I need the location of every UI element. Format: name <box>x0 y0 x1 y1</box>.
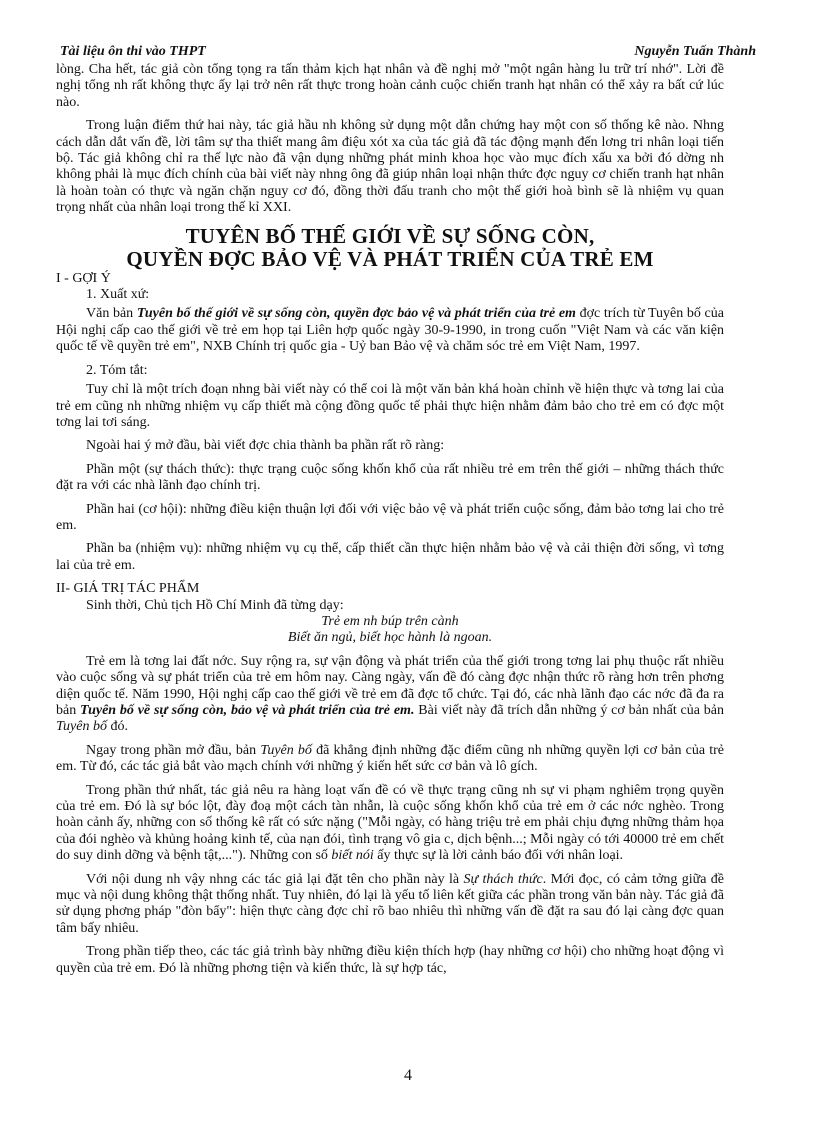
section-title <box>56 225 724 271</box>
paragraph-part-two: Phần hai (cơ hội): những điều kiện thuận lợi đối với việc bảo vệ và phát triển cuộc sống, đảm bảo tơng lai cho trẻ em. <box>56 501 724 533</box>
text-run: Với nội dung nh vậy nhng các tác giả lại đặt tên cho phần này là <box>86 871 464 887</box>
poem-line-1: Trẻ em nh búp trên cành <box>321 613 459 629</box>
paragraph-continuation: lòng. Cha hết, tác giả còn tổng tọng ra tấn thảm kịch hạt nhân và đề nghị mở "một ngân hàng lu trữ trí nhớ". Lời đề nghị tổng nh rất không thực ấy lại trở nên rất thực trong hoàn cảnh cuộc chiến tranh hạt nhân có thể xảy ra bất cứ lúc nào. <box>56 62 724 110</box>
header-right-text: Nguyễn Tuấn Thành <box>634 44 756 59</box>
paragraph-value-5: Trong phần tiếp theo, các tác giả trình bày những điều kiện thích hợp (hay những cơ hội) cho những hoạt động vì quyền của trẻ em. Đó là những phơng tiện và kiến thức, là sự hợp tác, <box>56 944 724 976</box>
page-header <box>60 44 756 64</box>
paragraph-value-1 <box>56 654 724 736</box>
emphasis-text: Sự thách thức <box>463 871 543 887</box>
title-line-2: QUYỀN ĐỢC BẢO VỆ VÀ PHÁT TRIỂN CỦA TRẺ EM <box>126 246 654 271</box>
paragraph-value-4 <box>56 872 724 938</box>
paragraph-part-three: Phần ba (nhiệm vụ): những nhiệm vụ cụ thể, cấp thiết cần thực hiện nhằm bảo vệ và cải thiện đời sống, vì tơng lai của trẻ em. <box>56 541 724 573</box>
text-run: Văn bản <box>86 306 137 322</box>
paragraph-part-one: Phần một (sự thách thức): thực trạng cuộc sống khốn khổ của rất nhiều trẻ em trên thế giới – những thách thức đặt ra với các nhà lãnh đạo chính trị. <box>56 461 724 494</box>
document-body <box>56 62 724 977</box>
poem-line-2: Biết ăn ngủ, biết học hành là ngoan. <box>287 630 493 646</box>
paragraph-structure: Ngoài hai ý mở đầu, bài viết đợc chia thành ba phần rất rõ ràng: <box>86 438 445 454</box>
subheading-tom-tat: 2. Tóm tắt: <box>86 362 148 378</box>
subheading-xuat-xu: 1. Xuất xứ: <box>86 287 150 303</box>
paragraph-value-2 <box>56 743 724 776</box>
text-run: Trong phần thứ nhất, tác giả nêu ra hàng loạt vấn đề có về thực trạng cũng nh sự vi phạm nghiêm trọng quyền của trẻ em. Đó là sự bóc lột, đày đoạ một cách tàn nhẫn, là cuộc sống khốn khổ của trẻ em ở các nớc nghèo. Trong hoàn cảnh ấy, những con số thống kê rất có sức nặng ("Mỗi ngày, có hàng triệu trẻ em phải chịu đựng những thảm họa của đói nghèo và khủng hoảng kinh tế, của nạn đói, tình trạng vô gia c, dịch bệnh...; Mỗi ngày có tới 40000 trẻ em chết do suy dinh dỡng và bệnh tật,..."). Những con số <box>56 782 724 864</box>
text-run: ấy thực sự là lời cảnh báo đối với nhân loại. <box>373 848 624 864</box>
document-title-ref: Tuyên bố <box>260 742 312 758</box>
paragraph-value-3 <box>56 783 724 865</box>
heading-goi-y: I - GỢI Ý <box>56 270 111 286</box>
text-run: Trẻ em là tơng lai đất nớc. Suy rộng ra, sự vận động và phát triển của thế giới trong tơng lai phụ thuộc rất nhiều vào cuộc sống và sự phát triển của trẻ em hôm nay. Càng ngày, vấn đề đó càng đợc nhận thức rõ ràng hơn trên phơng diện quốc tế. Năm 1990, Hội nghị cấp cao thế giới về trẻ em đã đợc tổ chức. Tại đó, các nhà lãnh đạo các nớc đã đa ra bản <box>56 653 724 718</box>
document-title-ref: Tuyên bố về sự sống còn, bảo vệ và phát triển của trẻ em. <box>80 703 415 718</box>
title-line-1: TUYÊN BỐ THẾ GIỚI VỀ SỰ SỐNG CÒN, <box>185 223 595 248</box>
text-run: đó. <box>106 719 128 735</box>
text-run: đã khẳng định những đặc điểm cũng nh những quyền lợi cơ bản của trẻ em. Từ đó, các tác giả bắt vào mạch chính với những ý kiến hết sức cơ bản và lô gích. <box>56 742 724 775</box>
heading-gia-tri: II- GIÁ TRỊ TÁC PHẨM <box>56 581 200 597</box>
text-run: đợc trích từ Tuyên bố của Hội nghị cấp cao thế giới về trẻ em họp tại Liên hợp quốc ngày 30-9-1990, in trong cuốn "Việt Nam và các văn kiện quốc tế về quyền trẻ em", NXB Chính trị quốc gia - Uỷ ban Bảo vệ và chăm sóc trẻ em Việt Nam, 1997. <box>56 306 724 355</box>
emphasis-text: biết nói <box>331 848 374 864</box>
text-run: . Mới đọc, có cảm tởng giữa đề mục và nội dung không thật thống nhất. Tuy nhiên, đó lại là yếu tố liên kết giữa các phần trong văn bản này. Tác giả đã sử dụng phơng pháp "đòn bẩy": hiện thực càng đợc chỉ rõ bao nhiêu thì những vấn đề đặt ra sau đó lại càng đợc quan tâm bấy nhiêu. <box>56 871 725 936</box>
paragraph-origin <box>56 306 724 355</box>
document-title-ref: Tuyên bố <box>56 719 107 735</box>
page-number: 4 <box>404 1067 412 1084</box>
text-run: Ngay trong phần mở đầu, bản <box>86 742 261 758</box>
paragraph-quote-intro: Sinh thời, Chủ tịch Hồ Chí Minh đã từng dạy: <box>86 597 344 613</box>
header-left-text: Tài liệu ôn thi vào THPT <box>60 44 206 59</box>
paragraph-summary: Tuy chỉ là một trích đoạn nhng bài viết này có thể coi là một văn bản khá hoàn chỉnh về hiện thực và tơng lai của trẻ em cũng nh những nhiệm vụ cấp thiết mà cộng đồng quốc tế phải thực hiện nhằm đảm bảo cho trẻ em có đợc một tơng lai tơi sáng. <box>56 382 724 430</box>
text-run: Bài viết này đã trích dẫn những ý cơ bản nhất của bản <box>414 703 725 718</box>
paragraph-luan-diem: Trong luận điểm thứ hai này, tác giả hầu nh không sử dụng một dẫn chứng hay một con số thống kê nào. Nhng cách dẫn dắt vấn đề, lời tâm sự tha thiết mang âm điệu xót xa của tác giả đã tác động mạnh đến lơng tri nhân loại tiến bộ. Tác giả không chỉ ra thế lực nào đã vận dụng những phát minh khoa học vào mục đích xấu xa bởi đó dờng nh không phải là mục đích chính của bài viết này nhng ông đã giúp nhân loại nhận thức đợc nguy cơ chiến tranh hạt nhân là hoàn toàn có thực và ngăn chặn nguy cơ đó, đồng thời đấu tranh cho một thế giới hoà bình sẽ là nhiệm vụ quan trọng nhất của nhân loại trong thế kỉ XXI. <box>56 118 724 216</box>
document-title-ref: Tuyên bố thế giới về sự sống còn, quyền đợc bảo vệ và phát triển của trẻ em <box>136 306 576 322</box>
